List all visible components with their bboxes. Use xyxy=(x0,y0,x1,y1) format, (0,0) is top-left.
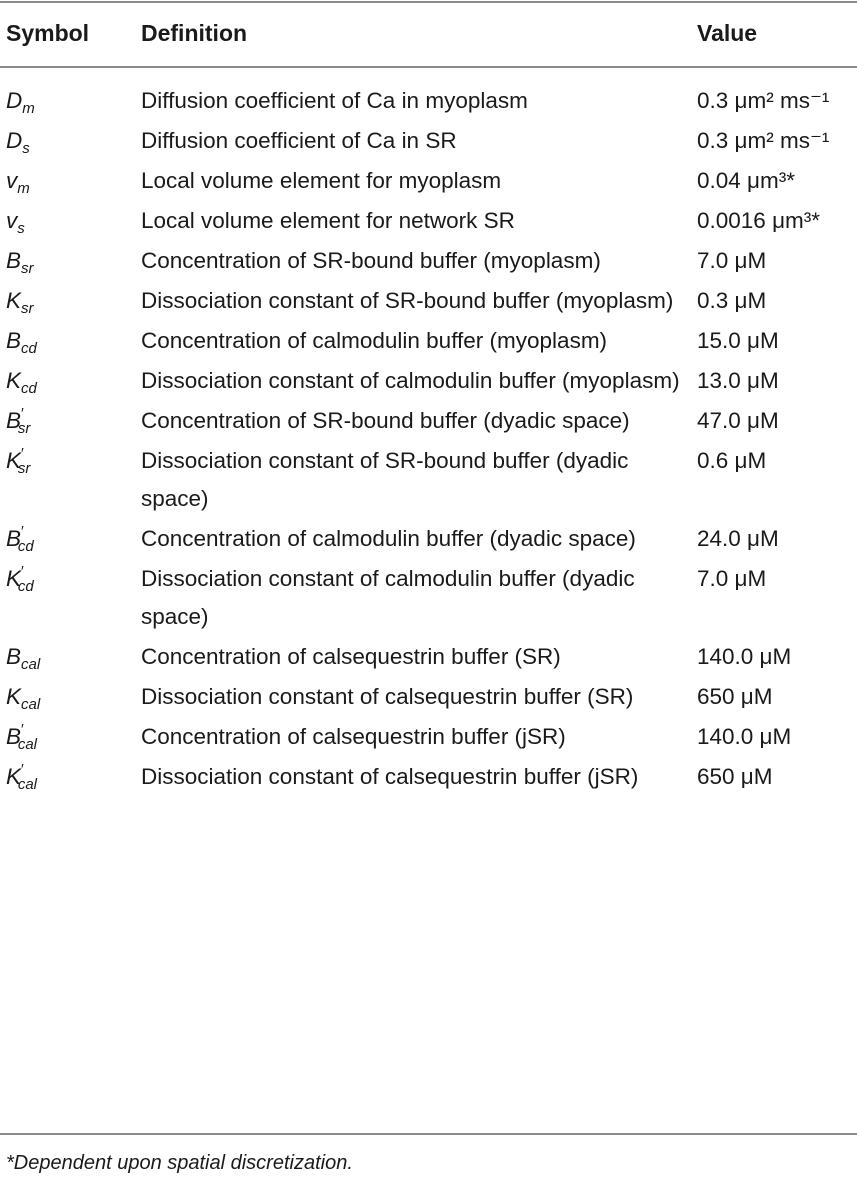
value-cell: 140.0 μM xyxy=(697,644,792,669)
symbol xyxy=(6,644,41,673)
symbol xyxy=(6,721,38,753)
symbol-base: K xyxy=(6,368,22,393)
symbol-prime: ′ xyxy=(21,445,24,462)
definition-cell: Diffusion coefficient of Ca in SR xyxy=(141,128,457,153)
table-bottom-rule xyxy=(0,1133,857,1135)
value-cell: 0.6 μM xyxy=(697,448,767,473)
symbol xyxy=(6,128,30,157)
table-row xyxy=(0,242,857,282)
table-row xyxy=(0,202,857,242)
table-row xyxy=(0,322,857,362)
symbol-subscript: sr xyxy=(17,460,31,477)
symbol-base: K xyxy=(6,684,22,709)
symbol-subscript: s xyxy=(22,140,30,157)
symbol xyxy=(6,88,35,117)
symbol-subscript: cal xyxy=(21,656,41,673)
value-cell: 47.0 μM xyxy=(697,408,779,433)
symbol-subscript: sr xyxy=(21,300,34,317)
definition-cell: Dissociation constant of calsequestrin buffer (jSR) xyxy=(141,764,639,789)
symbol-cell xyxy=(0,638,141,678)
symbol-prime: ′ xyxy=(21,761,24,778)
symbol-cell xyxy=(0,560,141,638)
symbol xyxy=(6,445,31,477)
header-value: Value xyxy=(697,19,758,46)
value-cell: 0.3 μm² ms⁻¹ xyxy=(697,88,830,113)
symbol-subscript: cd xyxy=(21,380,37,397)
symbol-cell xyxy=(0,282,141,322)
table-row xyxy=(0,758,857,798)
symbol-subscript: cd xyxy=(21,340,37,357)
table-footnote: *Dependent upon spatial discretization. xyxy=(6,1152,353,1174)
table-body xyxy=(0,70,857,798)
symbol-subscript: sr xyxy=(17,420,31,437)
definition-cell: Local volume element for network SR xyxy=(141,208,515,233)
symbol-base: K xyxy=(6,448,22,473)
symbol-cell xyxy=(0,678,141,718)
symbol-subscript: cal xyxy=(21,696,41,713)
header-definition: Definition xyxy=(141,19,248,46)
value-cell: 13.0 μM xyxy=(697,368,779,393)
value-cell: 0.0016 μm³* xyxy=(697,208,821,233)
symbol-cell xyxy=(0,162,141,202)
symbol xyxy=(6,328,37,357)
table-row xyxy=(0,442,857,520)
definition-cell: Concentration of SR-bound buffer (dyadic space) xyxy=(141,408,630,433)
value-cell: 0.3 μm² ms⁻¹ xyxy=(697,128,830,153)
table-row xyxy=(0,402,857,442)
symbol-cell xyxy=(0,758,141,798)
table-row xyxy=(0,362,857,402)
value-cell: 650 μM xyxy=(697,764,773,789)
symbol-base: B xyxy=(6,248,22,273)
value-cell: 7.0 μM xyxy=(697,566,767,591)
value-cell: 0.04 μm³* xyxy=(697,168,795,193)
definition-cell: Dissociation constant of calmodulin buffer (dyadic space) xyxy=(141,566,635,629)
symbol xyxy=(6,168,30,197)
symbol-subscript: s xyxy=(17,220,25,237)
definition-cell: Concentration of calsequestrin buffer (jSR) xyxy=(141,724,566,749)
symbol xyxy=(6,208,25,237)
symbol-subscript: cal xyxy=(17,736,38,753)
symbol-cell xyxy=(0,442,141,520)
symbol-cell xyxy=(0,202,141,242)
symbol-subscript: m xyxy=(17,180,30,197)
symbol xyxy=(6,761,38,793)
symbol-base: K xyxy=(6,764,22,789)
symbol-cell xyxy=(0,718,141,758)
table-row xyxy=(0,162,857,202)
table-row xyxy=(0,560,857,638)
symbol-base: v xyxy=(6,168,18,193)
value-cell: 7.0 μM xyxy=(697,248,767,273)
symbol-subscript: m xyxy=(22,100,35,117)
definition-cell: Concentration of SR-bound buffer (myoplasm) xyxy=(141,248,601,273)
symbol xyxy=(6,248,34,277)
symbol xyxy=(6,563,34,595)
table-row xyxy=(0,122,857,162)
definition-cell: Dissociation constant of calmodulin buffer (myoplasm) xyxy=(141,368,680,393)
symbol-prime: ′ xyxy=(21,405,24,422)
symbol-base: D xyxy=(6,88,23,113)
symbol-base: v xyxy=(6,208,18,233)
definition-cell: Concentration of calmodulin buffer (myoplasm) xyxy=(141,328,608,353)
value-cell: 15.0 μM xyxy=(697,328,779,353)
table-row xyxy=(0,678,857,718)
symbol-cell xyxy=(0,402,141,442)
value-cell: 0.3 μM xyxy=(697,288,767,313)
symbol-base: B xyxy=(6,644,22,669)
definition-cell: Dissociation constant of SR-bound buffer (dyadic space) xyxy=(141,448,629,511)
symbol xyxy=(6,405,31,437)
symbol-base: B xyxy=(6,724,22,749)
symbol-cell xyxy=(0,70,141,122)
header-symbol: Symbol xyxy=(6,19,90,46)
table-row xyxy=(0,282,857,322)
symbol-base: K xyxy=(6,566,22,591)
symbol xyxy=(6,368,37,397)
symbol-base: D xyxy=(6,128,23,153)
symbol-base: B xyxy=(6,408,22,433)
symbol xyxy=(6,523,34,555)
table-header-rule xyxy=(0,66,857,68)
table-header xyxy=(0,0,857,66)
symbol-cell xyxy=(0,322,141,362)
symbol-prime: ′ xyxy=(21,563,24,580)
symbol-subscript: sr xyxy=(21,260,34,277)
table-row xyxy=(0,718,857,758)
definition-cell: Diffusion coefficient of Ca in myoplasm xyxy=(141,88,528,113)
symbol xyxy=(6,684,41,713)
definition-cell: Concentration of calmodulin buffer (dyadic space) xyxy=(141,526,636,551)
definition-cell: Local volume element for myoplasm xyxy=(141,168,502,193)
table-row xyxy=(0,520,857,560)
symbol-prime: ′ xyxy=(21,721,24,738)
symbol-subscript: cd xyxy=(17,578,34,595)
value-cell: 24.0 μM xyxy=(697,526,779,551)
definition-cell: Dissociation constant of SR-bound buffer (myoplasm) xyxy=(141,288,674,313)
symbol-cell xyxy=(0,242,141,282)
symbol-cell xyxy=(0,520,141,560)
table-row xyxy=(0,638,857,678)
parameter-table xyxy=(0,70,857,798)
definition-cell: Dissociation constant of calsequestrin buffer (SR) xyxy=(141,684,634,709)
symbol xyxy=(6,288,34,317)
symbol-subscript: cal xyxy=(17,776,38,793)
symbol-base: B xyxy=(6,328,22,353)
symbol-subscript: cd xyxy=(17,538,34,555)
symbol-base: K xyxy=(6,288,22,313)
table-row xyxy=(0,70,857,122)
value-cell: 140.0 μM xyxy=(697,724,792,749)
definition-cell: Concentration of calsequestrin buffer (SR) xyxy=(141,644,561,669)
symbol-prime: ′ xyxy=(21,523,24,540)
symbol-base: B xyxy=(6,526,22,551)
symbol-cell xyxy=(0,362,141,402)
value-cell: 650 μM xyxy=(697,684,773,709)
symbol-cell xyxy=(0,122,141,162)
